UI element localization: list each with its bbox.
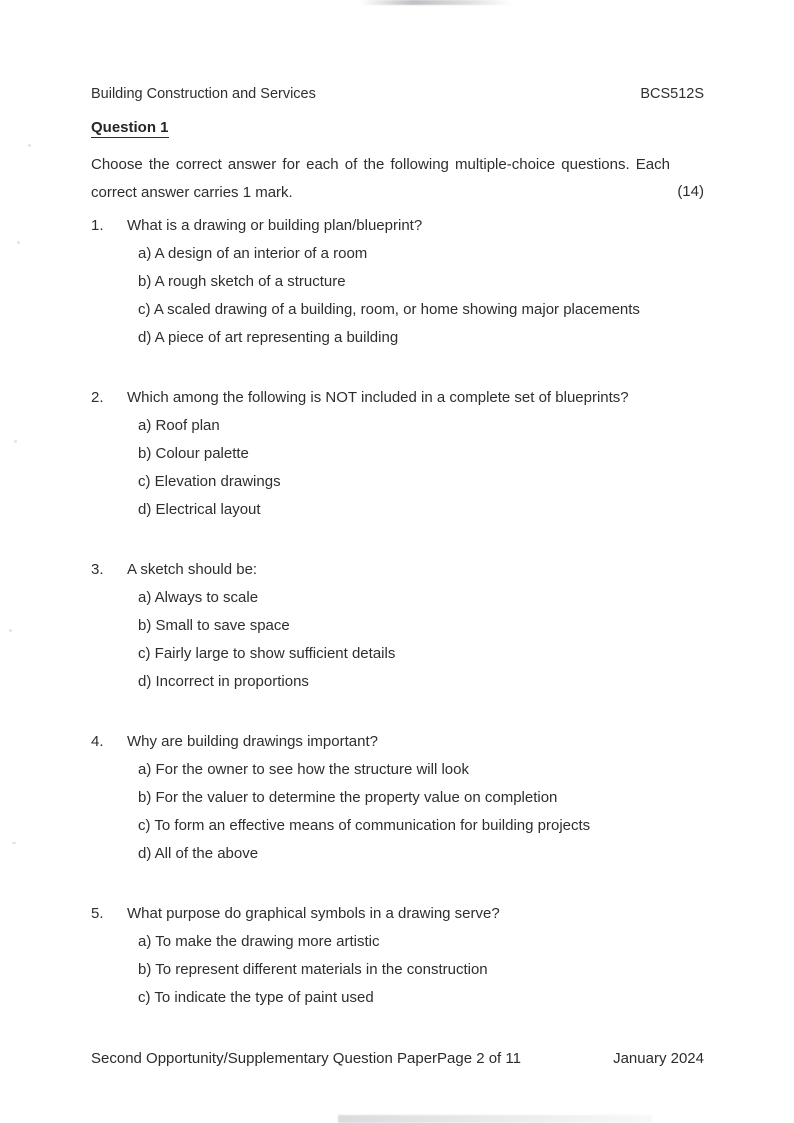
scan-artifact-top (360, 0, 512, 5)
question-3 (91, 556, 704, 696)
question-number: 5. (91, 905, 104, 922)
scan-speckle (9, 629, 12, 632)
question-2-options (138, 412, 704, 524)
option-d: d) Incorrect in proportions (138, 673, 309, 690)
option-c: c) A scaled drawing of a building, room, or home showing major placements (138, 301, 640, 318)
option-a: a) Roof plan (138, 417, 220, 434)
question-5-options (138, 928, 704, 1012)
option-d: d) A piece of art representing a building (138, 329, 399, 346)
question-text: Why are building drawings important? (127, 733, 378, 750)
question-3-stem (91, 556, 704, 584)
question-text: A sketch should be: (127, 561, 258, 578)
option-a: a) Always to scale (138, 589, 259, 606)
question-5-stem (91, 900, 704, 928)
instructions-text: Choose the correct answer for each of the following multiple-choice questions. Each correct answer carries 1 mark. (91, 156, 670, 201)
option-b: b) A rough sketch of a structure (138, 273, 346, 290)
option-b: b) Colour palette (138, 445, 249, 462)
option-a: a) For the owner to see how the structure will look (138, 761, 469, 778)
scan-speckle (28, 144, 31, 147)
footer-date: January 2024 (613, 1050, 704, 1067)
question-number: 2. (91, 389, 104, 406)
question-5 (91, 900, 704, 1012)
marks-total: (14) (677, 183, 704, 200)
question-2 (91, 384, 704, 524)
option-c: c) To indicate the type of paint used (138, 989, 374, 1006)
question-number: 1. (91, 217, 104, 234)
course-title: Building Construction and Services (91, 86, 316, 102)
question-2-stem (91, 384, 704, 412)
option-b: b) Small to save space (138, 617, 290, 634)
footer-page-number: Page 2 of 11 (437, 1050, 521, 1067)
question-1 (91, 212, 704, 352)
option-b: b) To represent different materials in the construction (138, 961, 488, 978)
option-b: b) For the valuer to determine the property value on completion (138, 789, 558, 806)
section-heading (91, 119, 704, 136)
instructions-paragraph (91, 151, 704, 206)
question-list (91, 212, 704, 1044)
question-4-stem (91, 728, 704, 756)
question-number: 3. (91, 561, 104, 578)
question-text: What purpose do graphical symbols in a drawing serve? (127, 905, 500, 922)
course-code: BCS512S (640, 86, 704, 102)
option-d: d) Electrical layout (138, 501, 261, 518)
question-3-options (138, 584, 704, 696)
option-a: a) To make the drawing more artistic (138, 933, 380, 950)
question-number: 4. (91, 733, 104, 750)
footer-paper-title: Second Opportunity/Supplementary Question Paper (91, 1050, 438, 1067)
option-c: c) Elevation drawings (138, 473, 281, 490)
scan-speckle (12, 842, 16, 844)
question-1-stem (91, 212, 704, 240)
question-1-options (138, 240, 704, 352)
scan-speckle (14, 440, 17, 443)
question-text: Which among the following is NOT included in a complete set of blueprints? (127, 389, 629, 406)
page-header (91, 86, 704, 102)
option-a: a) A design of an interior of a room (138, 245, 368, 262)
scan-speckle (17, 241, 20, 244)
question-4 (91, 728, 704, 868)
question1-title: Question 1 (91, 119, 169, 136)
page-footer (91, 1050, 704, 1070)
question-text: What is a drawing or building plan/blueprint? (127, 217, 423, 234)
option-c: c) To form an effective means of communication for building projects (138, 817, 591, 834)
scan-artifact-bottom (338, 1115, 652, 1123)
question-4-options (138, 756, 704, 868)
option-c: c) Fairly large to show sufficient details (138, 645, 396, 662)
option-d: d) All of the above (138, 845, 259, 862)
